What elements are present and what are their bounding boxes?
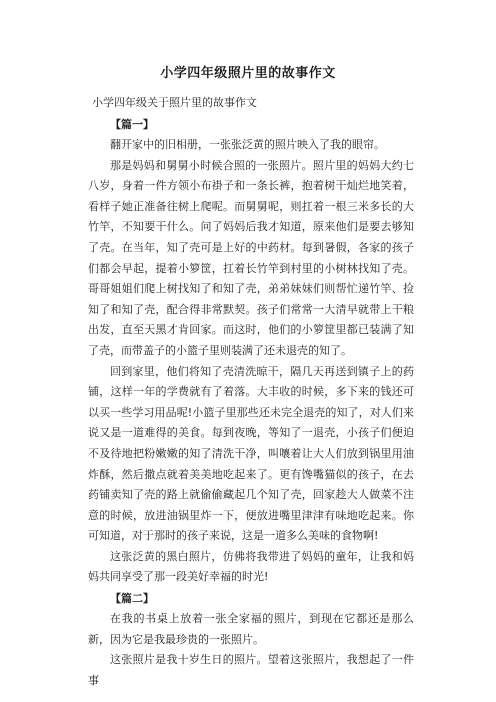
paragraph: 这张照片是我十岁生日的照片。望着这张照片，我想起了一件事 <box>88 653 414 687</box>
paragraph: 回到家里，他们将知了壳清洗晾干，隔几天再送到镇子上的药铺，这样一年的学费就有了着落。大丰收的时候，多下来的钱还可以买一些学习用品呢!小篮子里那些还未完全退壳的知了，对人们来说又是一道难得的美食。每到夜晚，等知了一退壳，小孩子们便迫不及待地把粉嫩嫩的知了清洗干净，叫嚷着让大人们放到锅里用油炸酥，然后撒点就着美美地吃起来了。更有馋嘴猫似的孩子，在去药铺卖知了壳的路上就偷偷藏起几个知了壳，回家趁大人做菜不注意的时候，放进油锅里炸一下，便放进嘴里津津有味地吃起来。你可知道，对于那时的孩子来说，这是一道多么美味的食物啊! <box>88 364 414 543</box>
paragraph: 那是妈妈和舅舅小时候合照的一张照片。照片里的妈妈大约七八岁，身着一件方领小布褂子和一条长裤，抱着树干灿烂地笑着，看样子她正准备往树上爬呢。而舅舅呢，则扛着一根三米多长的大竹竿，不知要干什么。问了妈妈后我才知道，原来他们是要去够知了壳。在当年，知了壳可是上好的中药材。每到暑假，各家的孩子们都会早起，提着小箩筐，扛着长竹竿到村里的小树林找知了壳。哥哥姐姐们爬上树找知了和知了壳，弟弟妹妹们则帮忙递竹竿、捡知了和知了壳，配合得非常默契。孩子们常常一大清早就带上干粮出发，直至天黑才肯回家。而这时，他们的小箩筐里都已装满了知了壳，而带盖子的小篮子里则装满了还未退壳的知了。 <box>88 158 414 357</box>
section-heading: 【篇一】 <box>110 118 154 131</box>
paragraph: 翻开家中的旧相册，一张张泛黄的照片映入了我的眼帘。 <box>110 138 385 151</box>
paragraph: 这张泛黄的黑白照片，仿佛将我带进了妈妈的童年，让我和妈妈共同享受了那一段美好幸福的时光! <box>88 549 414 584</box>
section-heading: 【篇二】 <box>110 592 154 606</box>
document-body <box>88 92 414 691</box>
document-subtitle: 小学四年级关于照片里的故事作文 <box>92 96 257 109</box>
document-title: 小学四年级照片里的故事作文 <box>160 66 336 81</box>
paragraph: 在我的书桌上放着一张全家福的照片，到现在它都还是那么新，因为它是我最珍贵的一张照片。 <box>88 612 414 646</box>
